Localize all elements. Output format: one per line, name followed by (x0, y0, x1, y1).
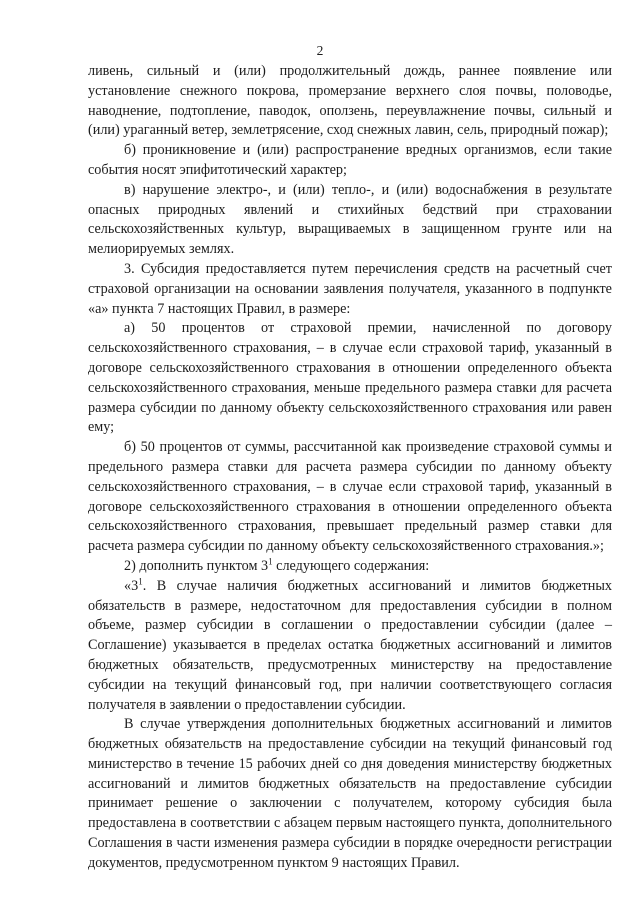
paragraph-hazards-list-continued: ливень, сильный и (или) продолжительный дождь, раннее появление или установление снежного покрова, промерзание верхнего слоя почвы, половодье, наводнение, подтопление, паводок, оползень, переувлажнение почвы, сильный и (или) ураганный ветер, землетрясение, сход снежных лавин, сель, природный пожар); (88, 63, 612, 139)
paragraph-additional-allocations: В случае утверждения дополнительных бюджетных ассигнований и лимитов бюджетных обязательств на предоставление субсидии на текущий финансовый год министерство в течение 15 рабочих дней со дня доведения министерству бюджетных ассигнований и лимитов бюджетных обязательств на предоставление субсидии принимает решение о заключении с получателем, которому субсидия была предоставлена в соответствии с абзацем первым настоящего пункта, дополнительного Соглашения в части изменения размера субсидии в порядке очередности регистрации документов, предусмотренном пунктом 9 настоящих Правил. (88, 716, 612, 871)
item-2-after: следующего содержания: (272, 557, 430, 574)
paragraph-clause-3: 3. Субсидия предоставляется путем перечисления средств на расчетный счет страховой организации на основании заявления получателя, указанного в подпункте «а» пункта 7 настоящих Правил, в размере: (88, 260, 612, 317)
item-2-superscript: 1 (268, 556, 273, 567)
paragraph-item-b-pests: б) проникновение и (или) распространение вредных организмов, если такие события носят эпифитотический характер; (88, 142, 612, 178)
paragraph-clause-3-a: а) 50 процентов от страховой премии, начисленной по договору сельскохозяйственного страхования, – в случае если страховой тариф, указанный в договоре сельскохозяйственного страхования в отношении определенного объекта сельскохозяйственного страхования, меньше предельного размера ставки для расчета размера субсидии по данному объекту сельскохозяйственного страхования или равен ему; (88, 320, 612, 436)
clause-3-1-superscript: 1 (138, 575, 143, 586)
document-body (88, 62, 612, 874)
paragraph-clause-3-b: б) 50 процентов от суммы, рассчитанной как произведение страховой суммы и предельного размера ставки для расчета размера субсидии по данному объекту сельскохозяйственного страхования, – в случае если страховой тариф, указанный в договоре сельскохозяйственного страхования в отношении определенного объекта сельскохозяйственного страхования, превышает предельный размер ставки для расчета размера субсидии по данному объекту сельскохозяйственного страхования.»; (88, 439, 612, 555)
paragraph-item-v-utilities: в) нарушение электро-, и (или) тепло-, и (или) водоснабжения в результате опасных природных явлений и стихийных бедствий при страховании сельскохозяйственных культур, выращиваемых в защищенном грунте или на мелиорируемых землях. (88, 181, 612, 258)
page-number: 2 (316, 43, 324, 58)
paragraph-clause-3-1 (88, 577, 612, 716)
paragraph-item-2-add-clause (88, 557, 612, 577)
clause-3-1-open: «3 (124, 577, 139, 594)
item-2-before: 2) дополнить пунктом 3 (124, 557, 269, 574)
clause-3-1-text: . В случае наличия бюджетных ассигнований и лимитов бюджетных обязательств в размере, недостаточном для предоставления субсидии в полном объеме, размер субсидии в соглашении о предоставлении субсидии (далее – Соглашение) указывается в пределах остатка бюджетных ассигнований и лимитов бюджетных обязательств, предусмотренных министерству на предоставление субсидии на текущий финансовый год, при наличии соответствующего согласия получателя в заявлении о предоставлении субсидии. (88, 577, 612, 713)
